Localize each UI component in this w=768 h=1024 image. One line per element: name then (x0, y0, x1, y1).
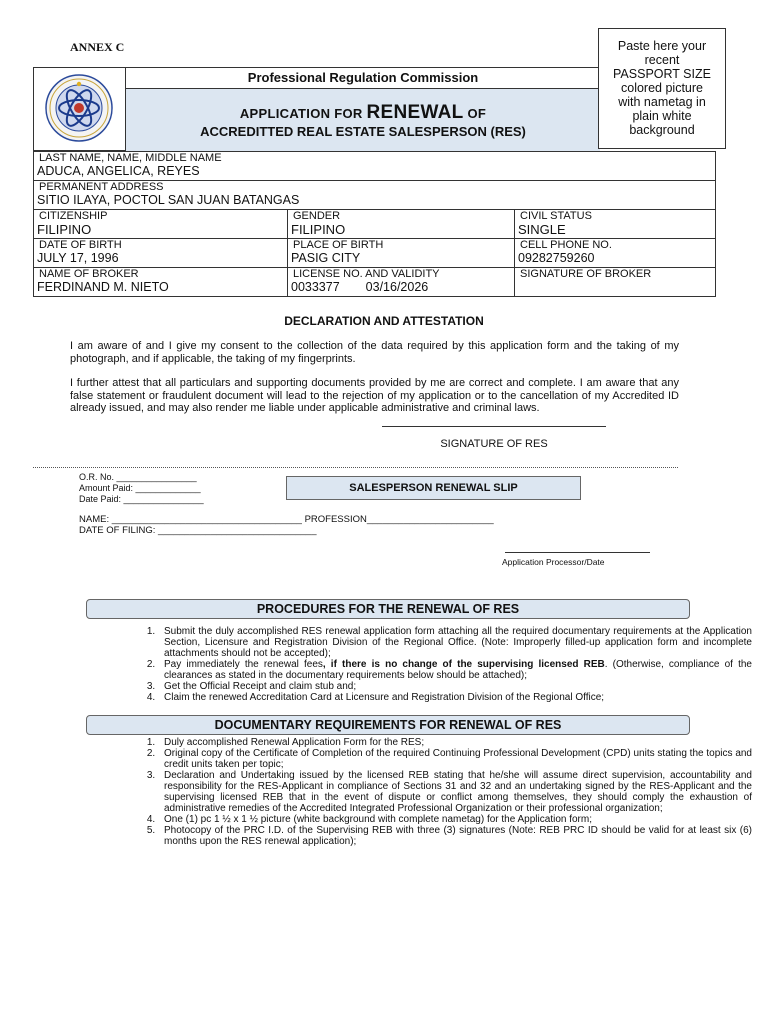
photo-instruction-line: colored picture (621, 81, 703, 95)
processor-signature-line[interactable] (505, 552, 650, 553)
prc-logo-cell (33, 67, 126, 151)
item-text: Pay immediately the renewal fees (164, 659, 323, 670)
field-value: 09282759260 (518, 251, 595, 265)
field-label: PLACE OF BIRTH (293, 239, 384, 251)
license-validity: 03/16/2026 (365, 280, 429, 294)
field-value: SITIO ILAYA, POCTOL SAN JUAN BATANGAS (37, 193, 300, 207)
cell-phone-field[interactable] (515, 239, 716, 268)
res-signature-label: SIGNATURE OF RES (440, 438, 548, 450)
field-label: NAME OF BROKER (39, 268, 139, 280)
requirements-list (86, 737, 752, 847)
photo-instruction-line: Paste here your (617, 39, 707, 53)
field-label: LICENSE NO. AND VALIDITY (293, 268, 440, 280)
field-label: LAST NAME, NAME, MIDDLE NAME (39, 152, 222, 164)
field-value: FILIPINO (291, 222, 346, 237)
broker-signature-field[interactable] (515, 268, 716, 297)
slip-date-of-filing-field[interactable]: DATE OF FILING: ______________________________ (79, 525, 317, 536)
field-label: CELL PHONE NO. (520, 239, 612, 251)
license-field[interactable] (288, 268, 515, 297)
list-item: 3. Get the Official Receipt and claim stub and; (158, 681, 752, 692)
procedures-list (86, 626, 752, 703)
slip-name-profession-field[interactable]: NAME: ____________________________________ PROFESSION________________________ (79, 514, 494, 525)
processor-label: Application Processor/Date (502, 557, 605, 567)
item-text: . (Otherwise, compliance of the clearances as stated in the documentary requirements below should be attached); (164, 659, 752, 681)
field-label: SIGNATURE OF BROKER (520, 268, 652, 280)
form-subtitle: ACCREDITTED REAL ESTATE SALESPERSON (RES) (200, 124, 526, 139)
license-number: 0033377 (291, 280, 340, 294)
declaration-title: DECLARATION AND ATTESTATION (284, 314, 484, 328)
field-value: PASIG CITY (291, 251, 361, 265)
field-label: GENDER (293, 210, 341, 222)
field-label: DATE OF BIRTH (39, 239, 122, 251)
field-value (291, 280, 511, 295)
agency-name: Professional Regulation Commission (126, 67, 600, 89)
broker-name-field[interactable] (34, 268, 288, 297)
list-item: 1. Submit the duly accomplished RES renewal application form attaching all the required documentary requirements at the Application Section, Licensure and Registration Division of the Regional Office. (Note: Improperly filled-up application form and incomplete attachments should not be accepted); (158, 626, 752, 659)
attestation-paragraph: I further attest that all particulars and supporting documents provided by me are correct and complete. I am aware that any false statement or fraudulent document will lead to the rejection of my application or to the cancellation of my Accredited ID already issued, and may also render me liable under applicable administrative and criminal laws. (70, 377, 679, 414)
res-signature-line[interactable] (382, 426, 606, 427)
address-field[interactable] (34, 181, 716, 210)
photo-instruction-line: recent (644, 53, 680, 67)
list-item: 3. Declaration and Undertaking issued by the licensed REB stating that he/she will assume direct supervision, accountability and responsibility for the RES-Applicant in compliance of Sections 31 and 32 and an undertaking signed by the RES-Applicant and the supervising licensed REB that in the event of dispute or conflict among themselves, they should comply the exhaustion of administrative remedies of the Accredited Integrated Professional Organization or their professional organization; (158, 770, 752, 814)
declaration-paragraph: I am aware of and I give my consent to the collection of the data required by this application form and the taking of my photograph, and if applicable, the taking of my fingerprints. (70, 340, 679, 365)
photo-instruction-line: with nametag in (618, 95, 706, 109)
or-number-field[interactable]: O.R. No. ________________ (79, 472, 197, 482)
field-label: PERMANENT ADDRESS (39, 181, 164, 193)
list-item: 5. Photocopy of the PRC I.D. of the Supervising REB with three (3) signatures (Note: REB PRC ID should be valid for at least six (6) months upon the RES renewal application); (158, 825, 752, 847)
procedures-heading: PROCEDURES FOR THE RENEWAL OF RES (86, 599, 690, 619)
list-item: 4. Claim the renewed Accreditation Card at Licensure and Registration Division of the Regional Office; (158, 692, 752, 703)
field-value: FERDINAND M. NIETO (37, 280, 169, 294)
date-paid-field[interactable]: Date Paid: ________________ (79, 494, 204, 504)
requirements-heading: DOCUMENTARY REQUIREMENTS FOR RENEWAL OF RES (86, 715, 690, 735)
form-title (126, 102, 600, 124)
gender-field[interactable] (288, 210, 515, 239)
annex-label: ANNEX C (70, 40, 125, 54)
cut-line (33, 467, 678, 468)
photo-instruction-line: plain white (632, 109, 692, 123)
photo-instruction-line: background (629, 123, 695, 137)
citizenship-field[interactable] (34, 210, 288, 239)
field-label: CITIZENSHIP (39, 210, 108, 222)
list-item: 1. Duly accomplished Renewal Application Form for the RES; (158, 737, 752, 748)
field-value: JULY 17, 1996 (37, 251, 119, 265)
item-emphasis: , if there is no change of the supervising licensed REB (322, 659, 605, 670)
list-item: 2. Original copy of the Certificate of Completion of the required Continuing Professional Development (CPD) units stating the topics and credit units taken per topic; (158, 748, 752, 770)
photo-placeholder[interactable] (598, 28, 726, 149)
field-value: SINGLE (518, 222, 566, 237)
prc-seal-logo (33, 67, 126, 151)
list-item: 4. One (1) pc 1 ½ x 1 ½ picture (white background with complete nametag) for the Application form; (158, 814, 752, 825)
place-of-birth-field[interactable] (288, 239, 515, 268)
title-prefix: APPLICATION FOR (239, 106, 367, 121)
field-label: CIVIL STATUS (520, 210, 592, 222)
field-value: ADUCA, ANGELICA, REYES (37, 164, 200, 178)
title-suffix: OF (463, 106, 487, 121)
title-emphasis: RENEWAL (366, 102, 464, 123)
date-of-birth-field[interactable] (34, 239, 288, 268)
applicant-info-table (33, 151, 716, 297)
form-title-block (126, 89, 600, 151)
amount-paid-field[interactable]: Amount Paid: _____________ (79, 483, 201, 493)
name-field[interactable] (34, 152, 716, 181)
civil-status-field[interactable] (515, 210, 716, 239)
photo-instruction-line: PASSPORT SIZE (613, 67, 711, 81)
field-value: FILIPINO (37, 222, 92, 237)
list-item (158, 659, 752, 681)
renewal-slip-title: SALESPERSON RENEWAL SLIP (286, 476, 581, 500)
